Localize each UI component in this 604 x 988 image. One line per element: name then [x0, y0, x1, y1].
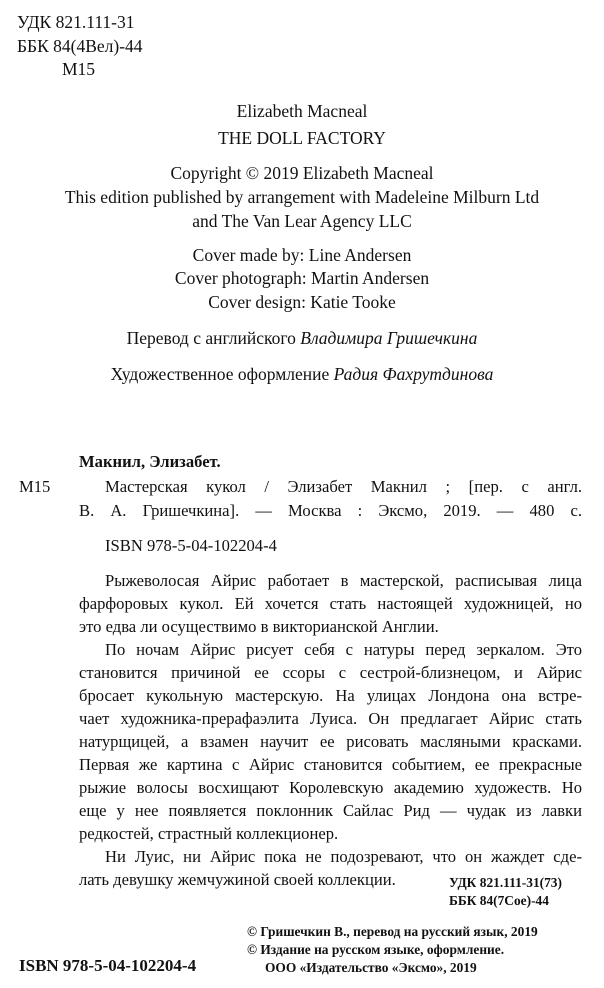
- annotation-line: натурщицей, а взамен научит ее рисовать масляными красками.: [79, 732, 582, 751]
- annotation-line: становится причиной ее ссоры с сестрой-близнецом, и Айрис: [79, 663, 582, 682]
- copyright-line: and The Van Lear Agency LLC: [192, 211, 412, 231]
- author-mark: М15: [62, 59, 96, 79]
- original-author: Elizabeth Macneal: [236, 101, 368, 121]
- translator-name: Владимира Гришечкина: [300, 328, 478, 348]
- footer-copyright: © Гришечкин В., перевод на русский язык, 2019: [247, 924, 538, 939]
- cover-credit: Cover photograph: Martin Andersen: [174, 268, 430, 288]
- footer-copyright: © Издание на русском языке, оформление.: [247, 942, 505, 957]
- design-credit: [0, 364, 604, 384]
- udk-code: УДК 821.111-31: [17, 12, 135, 32]
- annotation-line: чает художника-прерафаэлита Луиса. Он предлагает Айрис стать: [79, 709, 582, 728]
- catalog-description: Мастерская кукол / Элизабет Макнил ; [пер. с англ.: [105, 477, 582, 496]
- annotation-line: редкостей, страстный коллекционер.: [79, 824, 339, 843]
- annotation-line: Первая же картина с Айрис становится событием, ее прекрасные: [79, 755, 582, 774]
- cover-credit: Cover design: Katie Tooke: [208, 292, 396, 312]
- translation-label: Перевод с английского: [126, 328, 296, 348]
- annotation-line: рыжие волосы восхищают Королевскую академию художеств. Но: [79, 778, 582, 797]
- footer-isbn: ISBN 978-5-04-102204-4: [19, 956, 197, 975]
- annotation-line: еще у нее появляется поклонник Сайлас Рид — чудак из лавки: [79, 801, 582, 820]
- catalog-description: В. А. Гришечкина]. — Москва : Эксмо, 2019. — 480 с.: [79, 501, 582, 520]
- annotation-line: Рыжеволосая Айрис работает в мастерской, расписывая лица: [105, 571, 582, 590]
- translation-credit: [0, 328, 604, 348]
- catalog-heading: Макнил, Элизабет.: [79, 452, 221, 471]
- design-label: Художественное оформление: [110, 364, 330, 384]
- cover-credit: Cover made by: Line Andersen: [192, 245, 412, 265]
- bbk-code: ББК 84(4Вел)-44: [17, 36, 143, 56]
- annotation-line: бросает кукольную мастерскую. На улицах Лондона она встре-: [79, 686, 582, 705]
- annotation-line: фарфоровых кукол. Ей хочется стать настоящей художницей, но: [79, 594, 582, 613]
- annotation-line: Ни Луис, ни Айрис пока не подозревают, что он жаждет сде-: [105, 847, 582, 866]
- catalog-isbn: ISBN 978-5-04-102204-4: [105, 536, 277, 555]
- footer-copyright: ООО «Издательство «Эксмо», 2019: [265, 960, 477, 975]
- annotation-line: это едва ли осуществимо в викторианской Англии.: [79, 617, 439, 636]
- udk-code-full: УДК 821.111-31(73): [449, 875, 562, 890]
- annotation-line: По ночам Айрис рисует себя с натуры перед зеркалом. Это: [105, 640, 582, 659]
- annotation-line: лать девушку жемчужиной своей коллекции.: [79, 870, 396, 889]
- copyright-line: Copyright © 2019 Elizabeth Macneal: [170, 163, 434, 183]
- bbk-code-full: ББК 84(7Сое)-44: [449, 893, 549, 908]
- copyright-line: This edition published by arrangement with Madeleine Milburn Ltd: [64, 187, 540, 207]
- original-title: THE DOLL FACTORY: [218, 128, 386, 148]
- designer-name: Радия Фахрутдинова: [333, 364, 494, 384]
- catalog-mark: М15: [19, 477, 51, 496]
